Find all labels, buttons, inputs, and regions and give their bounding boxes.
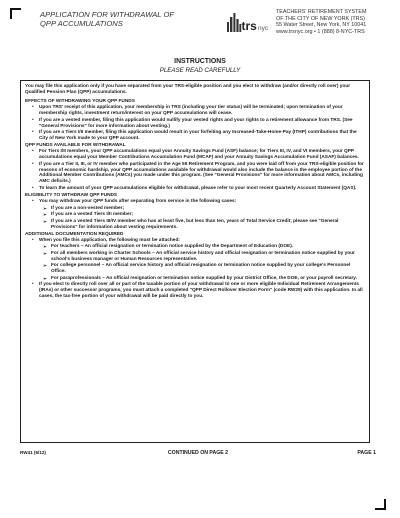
- rollover-note: • If you elect to directly roll over all or part of the taxable portion of your withdrawal to one or more eligible Individual Retirement Arrangements (IRAs) or other successor programs, you must attach a completed "QPP Direct Rollover Election Form" (code RW29) with this application. In all cases, the tax-free portion of your withdrawal will be paid directly to you.: [25, 282, 365, 300]
- instructions-subheading: PLEASE READ CAREFULLY: [159, 67, 241, 74]
- effects-item: • If you are a Tiers I/II member, filing this application would result in your forfeiting any Increased-Take-Home-Pay (ITHP) contributions that the City of New York made to your QPP account.: [25, 130, 365, 142]
- effects-item: • If you are a vested member, filing this application would nullify your vested rights and your rights to a retirement allowance from TRS. (See "General Provisions" for more information about vesting.): [25, 118, 365, 130]
- effects-heading: EFFECTS OF WITHDRAWING YOUR QPP FUNDS: [25, 99, 135, 104]
- page-footer: [20, 450, 376, 458]
- page-number: PAGE 1: [357, 450, 376, 456]
- documentation-lead: • When you file this application, the following must be attached:: [25, 238, 365, 244]
- available-heading: QPP FUNDS AVAILABLE FOR WITHDRAWAL: [25, 143, 126, 149]
- available-list: [25, 149, 365, 192]
- title-line-1: APPLICATION FOR WITHDRAWAL OF: [40, 10, 175, 19]
- crop-mark-bottom-right: [375, 499, 386, 510]
- logo-subtext: nyc: [258, 25, 269, 32]
- documentation-item: ➢ For all members working in Charter Schools – An official service history and official resignation or termination notice supplied by your school's business manager or Human Resources representative.: [25, 251, 365, 263]
- form-id: RW41 (6/12): [20, 450, 46, 455]
- eligibility-lead: • You may withdraw your QPP funds after separating from service in the following cases:: [25, 199, 365, 205]
- instructions-heading: INSTRUCTIONS: [174, 58, 226, 65]
- effects-list: [25, 105, 365, 142]
- instructions-header: [0, 58, 400, 75]
- continued-notice: CONTINUED ON PAGE 2: [167, 450, 229, 456]
- trs-logo: [226, 10, 272, 36]
- skyline-icon: [227, 13, 241, 32]
- agency-name-line-1: TEACHERS' RETIREMENT SYSTEM: [276, 9, 367, 15]
- eligibility-case: ➢ If you are a vested Tiers III/IV member who has at least five, but less than ten, years of Total Service Credit; please see "General Provisions" for information about vesting requirements.: [25, 219, 365, 231]
- documentation-heading: ADDITIONAL DOCUMENTATION REQUIRED: [25, 231, 124, 237]
- eligibility-list: [25, 199, 365, 230]
- instructions-box: [20, 80, 370, 443]
- eligibility-case: ➢ If you are a vested Tiers I/II member;: [25, 212, 365, 218]
- available-item: • If you are a Tier II, III, or IV member who participated in the Age 55 Retirement Program, and you were laid off from your TRS-eligible position for reasons of economic hardship, your QPP accumulations available for withdrawal would also include the balance in the employee portion of the Additional Member Contributions (AMCs) you made under this program. (See "General Provisions" for more information about AMCs, including AMC deficits.): [25, 162, 365, 186]
- title-line-2: QPP ACCUMULATIONS: [40, 19, 123, 28]
- eligibility-case: ➢ If you are a non-vested member;: [25, 206, 365, 212]
- available-item: • To learn the amount of your QPP accumulations eligible for withdrawal, please refer to your most recent Quarterly Account Statement (QAS).: [25, 186, 365, 192]
- logo-text: trs: [241, 19, 257, 33]
- available-item: • For Tiers I/II members, your QPP accumulations equal your Annuity Savings Fund (ASF) balance; for Tiers III, IV, and VI members, your QPP accumulations equal your Member Contributions Accumulation Fund (MCAF) and your Annuity Savings Accumulation Fund (ASAF) balances.: [25, 149, 365, 161]
- documentation-item: ➢ For paraprofessionals – An official resignation or termination notice supplied by your District Office, the DOE, or your payroll secretary.: [25, 276, 365, 282]
- intro-paragraph: You may file this application only if you have separated from your TRS-eligible position and you elect to withdraw (and/or directly roll over) your Qualified Pension Plan (QPP) accumulations.: [25, 84, 351, 95]
- documentation-item: ➢ For teachers – An official resignation or termination notice supplied by the Department of Education (DOE).: [25, 244, 365, 250]
- crop-mark-top-left: [10, 8, 21, 19]
- agency-contact: www.trsnyc.org • 1 (888) 8-NYC-TRS: [276, 28, 365, 35]
- eligibility-heading: ELIGIBILITY TO WITHDRAW QPP FUNDS: [25, 192, 118, 198]
- documentation-item: ➢ For college personnel – An official service history and official resignation or termination notice supplied by your college's Personnel Office.: [25, 263, 365, 275]
- agency-name-line-2: OF THE CITY OF NEW YORK (TRS): [276, 15, 365, 22]
- documentation-list: [25, 238, 365, 300]
- agency-address: 55 Water Street, New York, NY 10041: [276, 22, 367, 29]
- agency-info: [276, 9, 398, 35]
- document-title: [40, 10, 215, 28]
- effects-item: • Upon TRS' receipt of this application, your membership in TRS (including your tier status) will be terminated; upon termination of your membership rights, investment return/interest on your QPP accumulations will cease.: [25, 105, 365, 117]
